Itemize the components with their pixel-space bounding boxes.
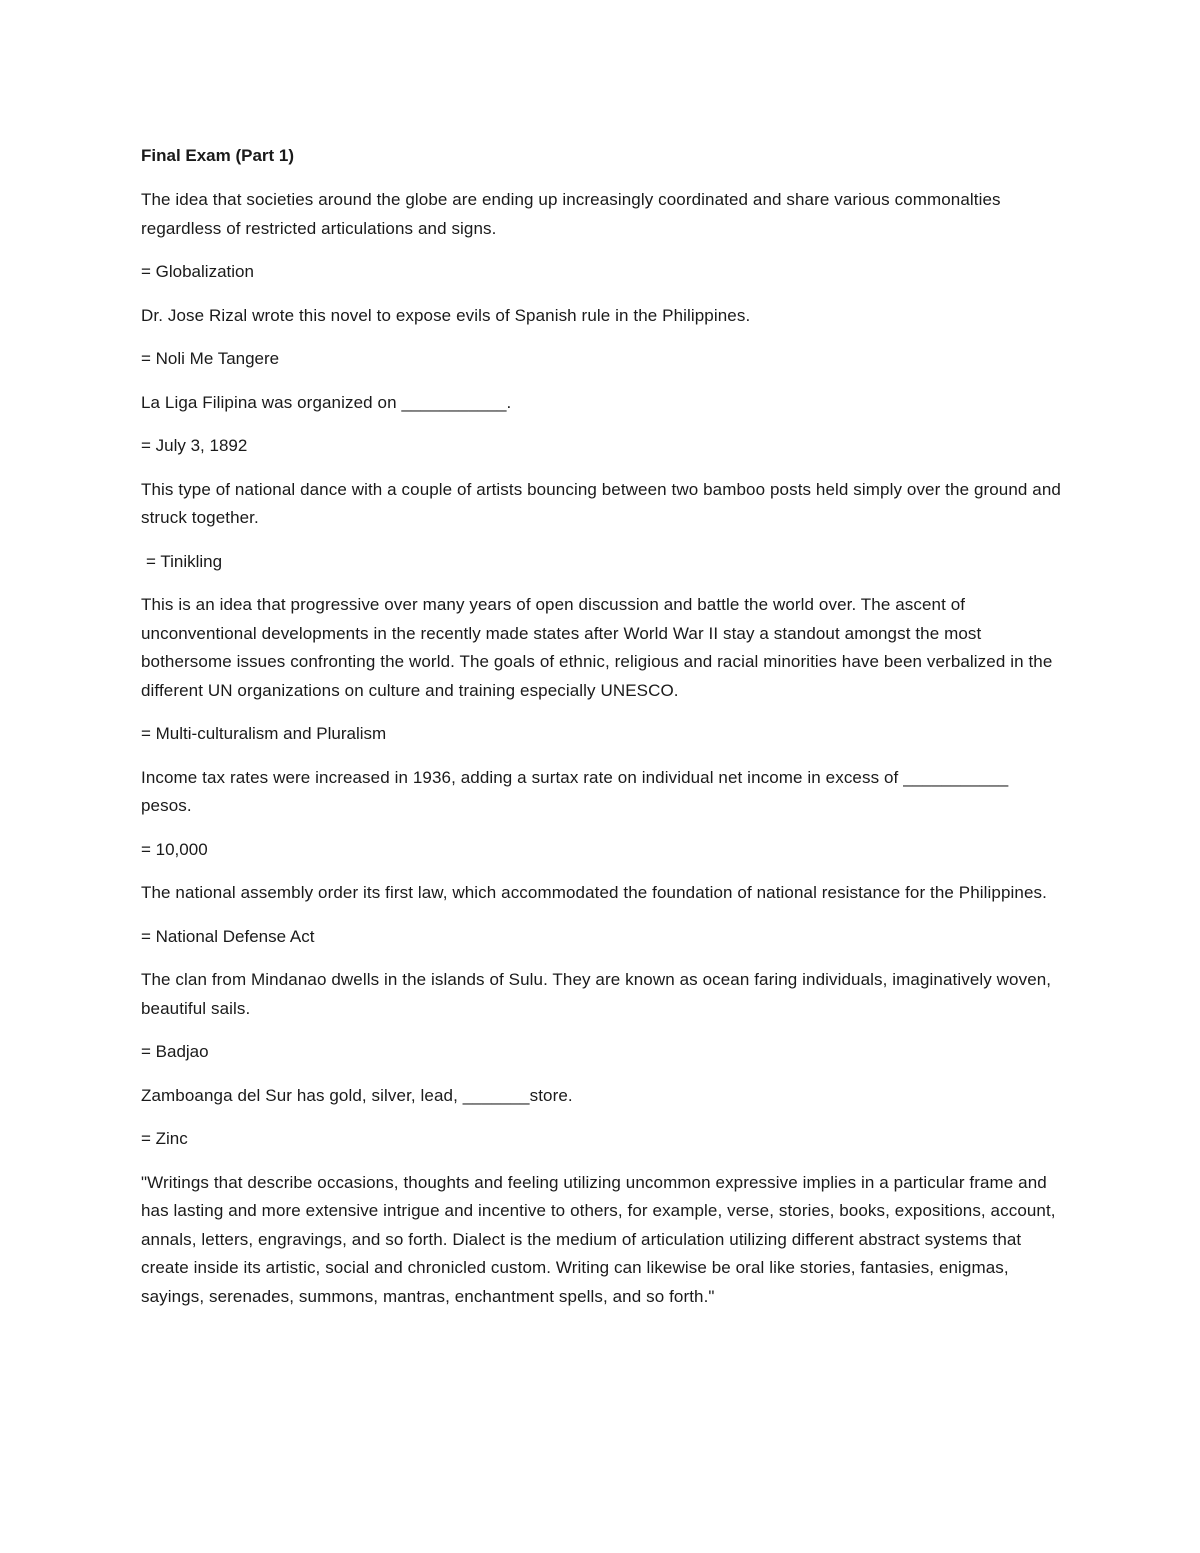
answer-text: = Noli Me Tangere bbox=[141, 349, 280, 368]
question-block-8 bbox=[141, 966, 1061, 1067]
question-text: Income tax rates were increased in 1936, adding a surtax rate on individual net income in excess of ___________ pesos. bbox=[141, 767, 1009, 815]
answer-text: = 10,000 bbox=[141, 839, 208, 859]
question-text: The clan from Mindanao dwells in the islands of Sulu. They are known as ocean faring individuals, imaginatively woven, beautiful sails. bbox=[141, 970, 1052, 1018]
answer-text: = July 3, 1892 bbox=[141, 436, 248, 455]
question-text: The idea that societies around the globe are ending up increasingly coordinated and share various commonalties regardless of restricted articulations and signs. bbox=[141, 190, 1001, 238]
answer-text: = Badjao bbox=[141, 1042, 209, 1061]
answer-text: = Tinikling bbox=[146, 551, 223, 571]
question-text: This type of national dance with a couple of artists bouncing between two bamboo posts held simply over the ground and struck together. bbox=[141, 479, 1061, 527]
question-block-5 bbox=[141, 591, 1061, 749]
question-text: The national assembly order its first law, which accommodated the foundation of national resistance for the Philippines. bbox=[141, 883, 1047, 902]
question-text: This is an idea that progressive over many years of open discussion and battle the world over. The ascent of unconventional developments in the recently made states after World War II stay a standout amongst the most bothersome issues confronting the world. The goals of ethnic, religious and racial minorities have been verbalized in the different UN organizations on culture and training especially UNESCO. bbox=[141, 595, 1053, 700]
answer-text: = Zinc bbox=[141, 1129, 188, 1148]
answer-text: = Multi-culturalism and Pluralism bbox=[141, 724, 387, 743]
question-block-3 bbox=[141, 389, 1061, 461]
document-title: Final Exam (Part 1) bbox=[141, 146, 295, 165]
question-block-7 bbox=[141, 879, 1061, 951]
question-text: La Liga Filipina was organized on ___________. bbox=[141, 392, 512, 412]
question-block-1 bbox=[141, 186, 1061, 287]
answer-text: = Globalization bbox=[141, 262, 254, 281]
question-text: Dr. Jose Rizal wrote this novel to expose evils of Spanish rule in the Philippines. bbox=[141, 305, 751, 325]
question-text: Zamboanga del Sur has gold, silver, lead, _______store. bbox=[141, 1085, 573, 1105]
question-block-9 bbox=[141, 1082, 1061, 1154]
answer-text: = National Defense Act bbox=[141, 926, 315, 946]
question-block-4 bbox=[141, 476, 1061, 577]
closing-quote: "Writings that describe occasions, thoughts and feeling utilizing uncommon expressive implies in a particular frame and has lasting and more extensive intrigue and incentive to others, for example, verse, stories, books, expositions, account, annals, letters, engravings, and so forth. Dialect is the medium of articulation utilizing different abstract systems that create inside its artistic, social and chronicled custom. Writing can likewise be oral like stories, fantasies, enigmas, sayings, serenades, summons, mantras, enchantment spells, and so forth." bbox=[141, 1172, 1056, 1306]
question-block-6 bbox=[141, 764, 1061, 865]
question-block-2 bbox=[141, 302, 1061, 374]
document-body bbox=[141, 142, 1061, 1326]
